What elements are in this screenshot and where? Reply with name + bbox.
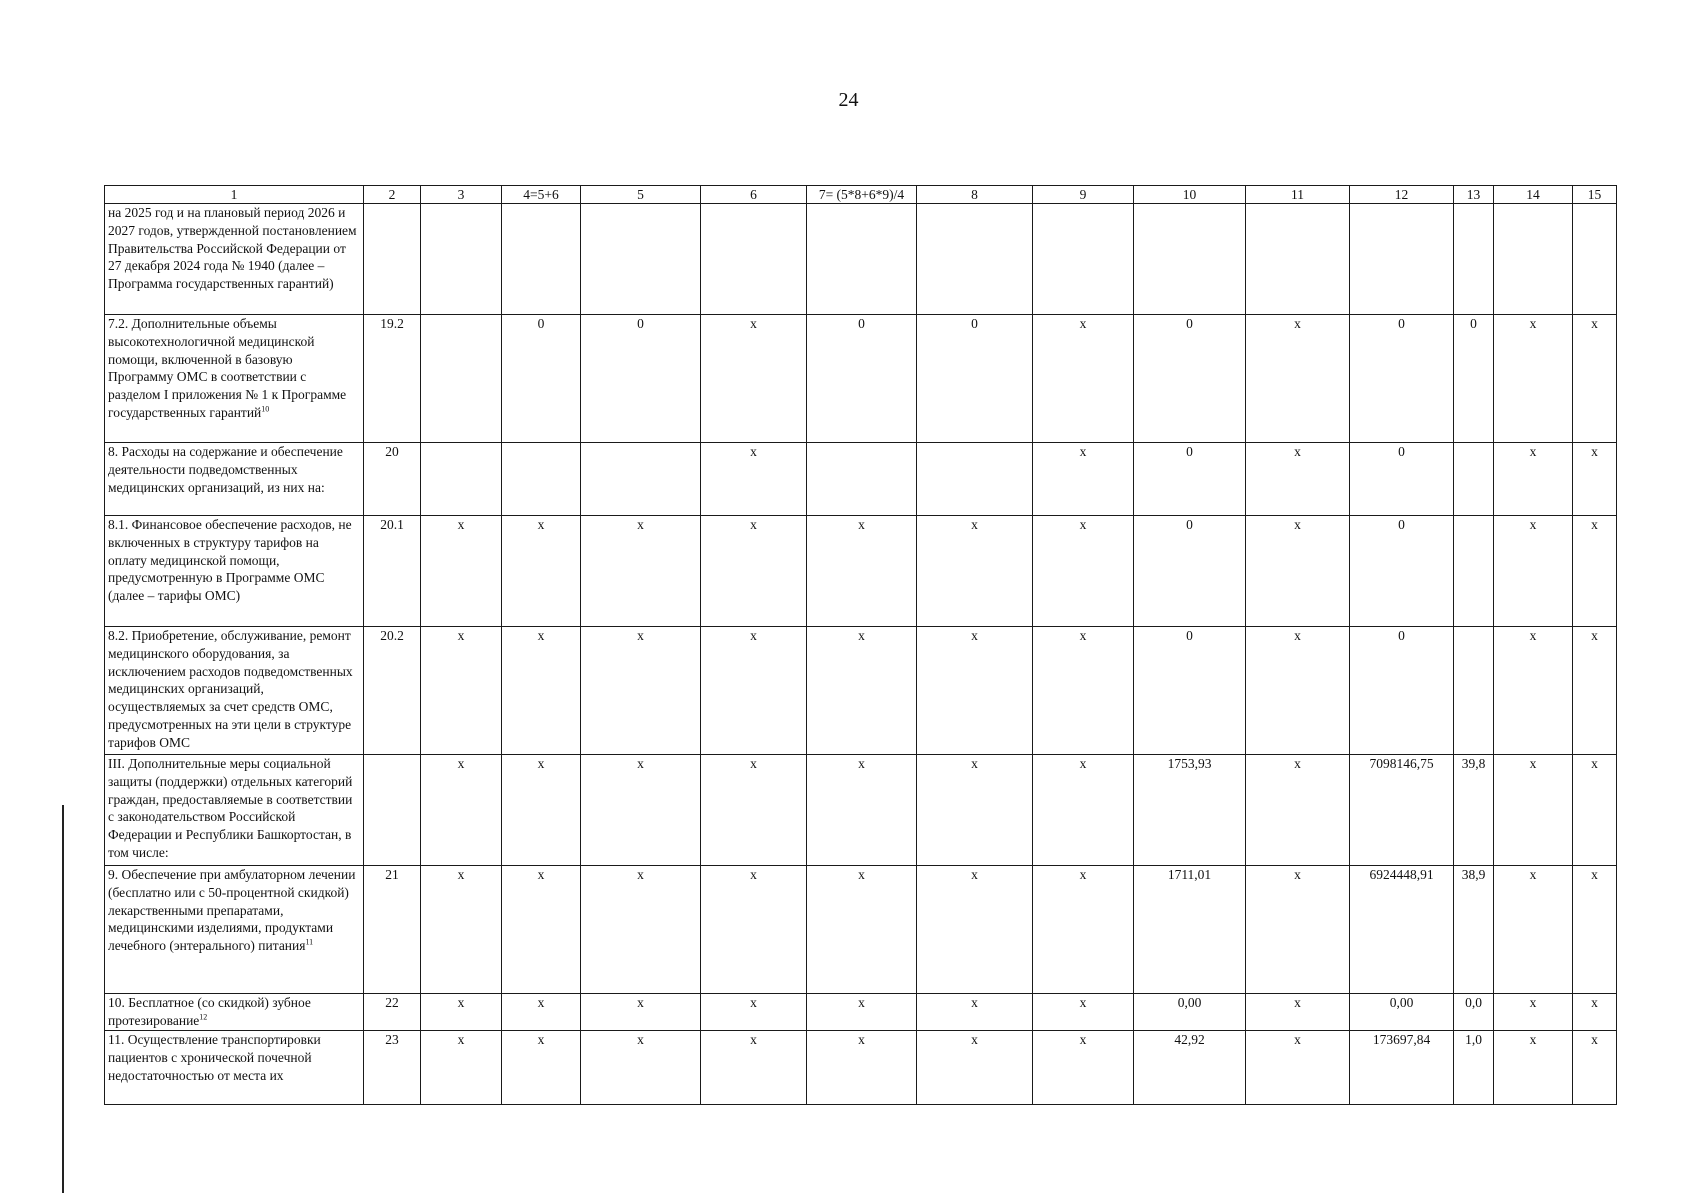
value-cell: x [1494,627,1573,755]
table-row [105,315,1617,443]
column-header-14: 14 [1494,186,1573,204]
value-cell: x [1033,994,1134,1031]
value-cell: x [502,1031,581,1105]
value-cell: x [701,755,807,866]
row-description: 8.2. Приобретение, обслуживание, ремонт медицинского оборудования, за исключением расходов подведомственных медицинских организаций, осуществляемых за счет средств ОМС, предусмотренных на эти цели в структуре тарифов ОМС [108,628,353,750]
value-cell: x [581,627,701,755]
row-description: 10. Бесплатное (со скидкой) зубное протезирование [108,995,311,1028]
value-cell: 0 [1134,315,1246,443]
value-cell: x [581,994,701,1031]
value-cell: x [807,516,917,627]
value-cell [1246,204,1350,315]
row-code: 20 [364,443,421,516]
value-cell: x [502,755,581,866]
value-cell: x [917,627,1033,755]
value-cell: x [701,994,807,1031]
value-cell: x [421,994,502,1031]
table-row [105,755,1617,866]
value-cell: 38,9 [1454,866,1494,994]
value-cell [917,204,1033,315]
value-cell: x [581,1031,701,1105]
value-cell: x [1033,1031,1134,1105]
value-cell: x [701,315,807,443]
value-cell: x [1494,994,1573,1031]
footnote-marker: 11 [305,937,314,947]
value-cell: 39,8 [1454,755,1494,866]
value-cell [1454,516,1494,627]
data-table [104,185,1617,1105]
value-cell: x [807,627,917,755]
row-description: 8. Расходы на содержание и обеспечение деятельности подведомственных медицинских организаций, из них на: [108,444,343,495]
row-description: 9. Обеспечение при амбулаторном лечении (бесплатно или с 50-процентной скидкой) лекарственными препаратами, медицинскими изделиями, продуктами лечебного (энтерального) питания [108,867,356,954]
value-cell: 0 [502,315,581,443]
row-description: 7.2. Дополнительные объемы высокотехнологичной медицинской помощи, включенной в базовую Программу ОМС в соответствии с разделом I приложения № 1 к Программе государственных гарантий [108,316,347,421]
value-cell [917,443,1033,516]
value-cell: x [1494,1031,1573,1105]
column-header-4: 4=5+6 [502,186,581,204]
table-row [105,204,1617,315]
value-cell: x [1494,755,1573,866]
value-cell [1573,204,1617,315]
value-cell: 0 [1134,516,1246,627]
value-cell: 42,92 [1134,1031,1246,1105]
value-cell: 0,0 [1454,994,1494,1031]
margin-line [62,805,64,1193]
value-cell: x [1033,627,1134,755]
table-row [105,443,1617,516]
value-cell: 0 [1350,516,1454,627]
value-cell: x [1573,1031,1617,1105]
value-cell: x [1494,443,1573,516]
value-cell: x [502,516,581,627]
value-cell: x [701,443,807,516]
value-cell: x [1573,627,1617,755]
value-cell: x [917,1031,1033,1105]
value-cell: 173697,84 [1350,1031,1454,1105]
value-cell: 6924448,91 [1350,866,1454,994]
row-description-cell [105,315,364,443]
value-cell: x [1246,866,1350,994]
value-cell [421,443,502,516]
row-code [364,204,421,315]
row-code: 22 [364,994,421,1031]
row-description-cell [105,866,364,994]
column-header-9: 9 [1033,186,1134,204]
table-body [105,204,1617,1105]
value-cell: x [502,994,581,1031]
column-header-2: 2 [364,186,421,204]
value-cell: x [421,516,502,627]
page-number: 24 [838,89,859,111]
value-cell: x [1573,315,1617,443]
value-cell: x [1033,315,1134,443]
row-code [364,755,421,866]
row-description-cell [105,443,364,516]
row-description: 8.1. Финансовое обеспечение расходов, не включенных в структуру тарифов на оплату медицинской помощи, предусмотренную в Программе ОМС (далее – тарифы ОМС) [108,517,352,604]
column-header-7: 7= (5*8+6*9)/4 [807,186,917,204]
value-cell: 0 [581,315,701,443]
value-cell: x [421,755,502,866]
value-cell: x [1246,516,1350,627]
value-cell [1134,204,1246,315]
table-row [105,627,1617,755]
value-cell: 0,00 [1134,994,1246,1031]
value-cell: 0 [1134,627,1246,755]
value-cell [701,204,807,315]
column-header-13: 13 [1454,186,1494,204]
value-cell: x [807,755,917,866]
value-cell: x [1033,866,1134,994]
value-cell [807,204,917,315]
value-cell [581,443,701,516]
row-description: на 2025 год и на плановый период 2026 и 2027 годов, утвержденной постановлением Правительства Российской Федерации от 27 декабря 2024 года № 1940 (далее – Программа государственных гарантий) [108,205,357,292]
footnote-marker: 12 [199,1012,208,1022]
value-cell: x [581,866,701,994]
table-row [105,1031,1617,1105]
row-description-cell [105,204,364,315]
value-cell [1454,443,1494,516]
value-cell: x [701,627,807,755]
value-cell: 0,00 [1350,994,1454,1031]
row-code: 21 [364,866,421,994]
value-cell: x [807,1031,917,1105]
column-header-10: 10 [1134,186,1246,204]
row-description: III. Дополнительные меры социальной защиты (поддержки) отдельных категорий граждан, предоставляемые в соответствии с законодательством Российской Федерации и Республики Башкортостан, в том числе: [108,756,353,861]
table-row [105,516,1617,627]
value-cell [1033,204,1134,315]
value-cell: x [1573,755,1617,866]
value-cell: x [1573,866,1617,994]
value-cell: 0 [1454,315,1494,443]
value-cell: 1753,93 [1134,755,1246,866]
value-cell: x [421,1031,502,1105]
value-cell [1350,204,1454,315]
column-header-6: 6 [701,186,807,204]
value-cell: 0 [1134,443,1246,516]
value-cell [1494,204,1573,315]
value-cell: x [1033,755,1134,866]
value-cell [1454,204,1494,315]
value-cell: x [701,516,807,627]
value-cell: x [917,866,1033,994]
value-cell: 0 [1350,443,1454,516]
column-header-8: 8 [917,186,1033,204]
row-description-cell [105,627,364,755]
value-cell: x [1246,994,1350,1031]
value-cell: x [502,866,581,994]
value-cell [421,315,502,443]
row-code: 20.2 [364,627,421,755]
row-description-cell [105,1031,364,1105]
row-description-cell [105,516,364,627]
value-cell: 1711,01 [1134,866,1246,994]
value-cell: x [807,994,917,1031]
value-cell: x [1494,516,1573,627]
value-cell: x [421,866,502,994]
row-code: 23 [364,1031,421,1105]
value-cell: x [807,866,917,994]
value-cell: 0 [1350,627,1454,755]
value-cell: 0 [917,315,1033,443]
column-header-12: 12 [1350,186,1454,204]
value-cell [421,204,502,315]
column-header-5: 5 [581,186,701,204]
table-row [105,866,1617,994]
row-description-cell [105,994,364,1031]
value-cell: x [1246,443,1350,516]
value-cell: x [1246,1031,1350,1105]
footnote-marker: 10 [261,404,270,414]
value-cell: x [1246,755,1350,866]
value-cell: x [917,755,1033,866]
value-cell: x [1033,443,1134,516]
table-row [105,994,1617,1031]
column-header-3: 3 [421,186,502,204]
value-cell: x [917,994,1033,1031]
header-row [105,186,1617,204]
value-cell: 0 [807,315,917,443]
value-cell: x [1246,315,1350,443]
value-cell: 7098146,75 [1350,755,1454,866]
value-cell [502,204,581,315]
value-cell: x [1033,516,1134,627]
value-cell: 0 [1350,315,1454,443]
row-code: 20.1 [364,516,421,627]
value-cell: x [1573,516,1617,627]
row-description: 11. Осуществление транспортировки пациентов с хронической почечной недостаточностью от места их [108,1032,321,1083]
value-cell [807,443,917,516]
value-cell: x [701,1031,807,1105]
value-cell [581,204,701,315]
value-cell: x [917,516,1033,627]
value-cell: 1,0 [1454,1031,1494,1105]
value-cell: x [581,516,701,627]
value-cell: x [1246,627,1350,755]
value-cell [502,443,581,516]
value-cell: x [1494,866,1573,994]
value-cell: x [1573,994,1617,1031]
value-cell: x [701,866,807,994]
value-cell [1454,627,1494,755]
column-header-1: 1 [105,186,364,204]
value-cell: x [1494,315,1573,443]
column-header-11: 11 [1246,186,1350,204]
row-description-cell [105,755,364,866]
value-cell: x [502,627,581,755]
row-code: 19.2 [364,315,421,443]
value-cell: x [1573,443,1617,516]
column-header-15: 15 [1573,186,1617,204]
value-cell: x [421,627,502,755]
value-cell: x [581,755,701,866]
